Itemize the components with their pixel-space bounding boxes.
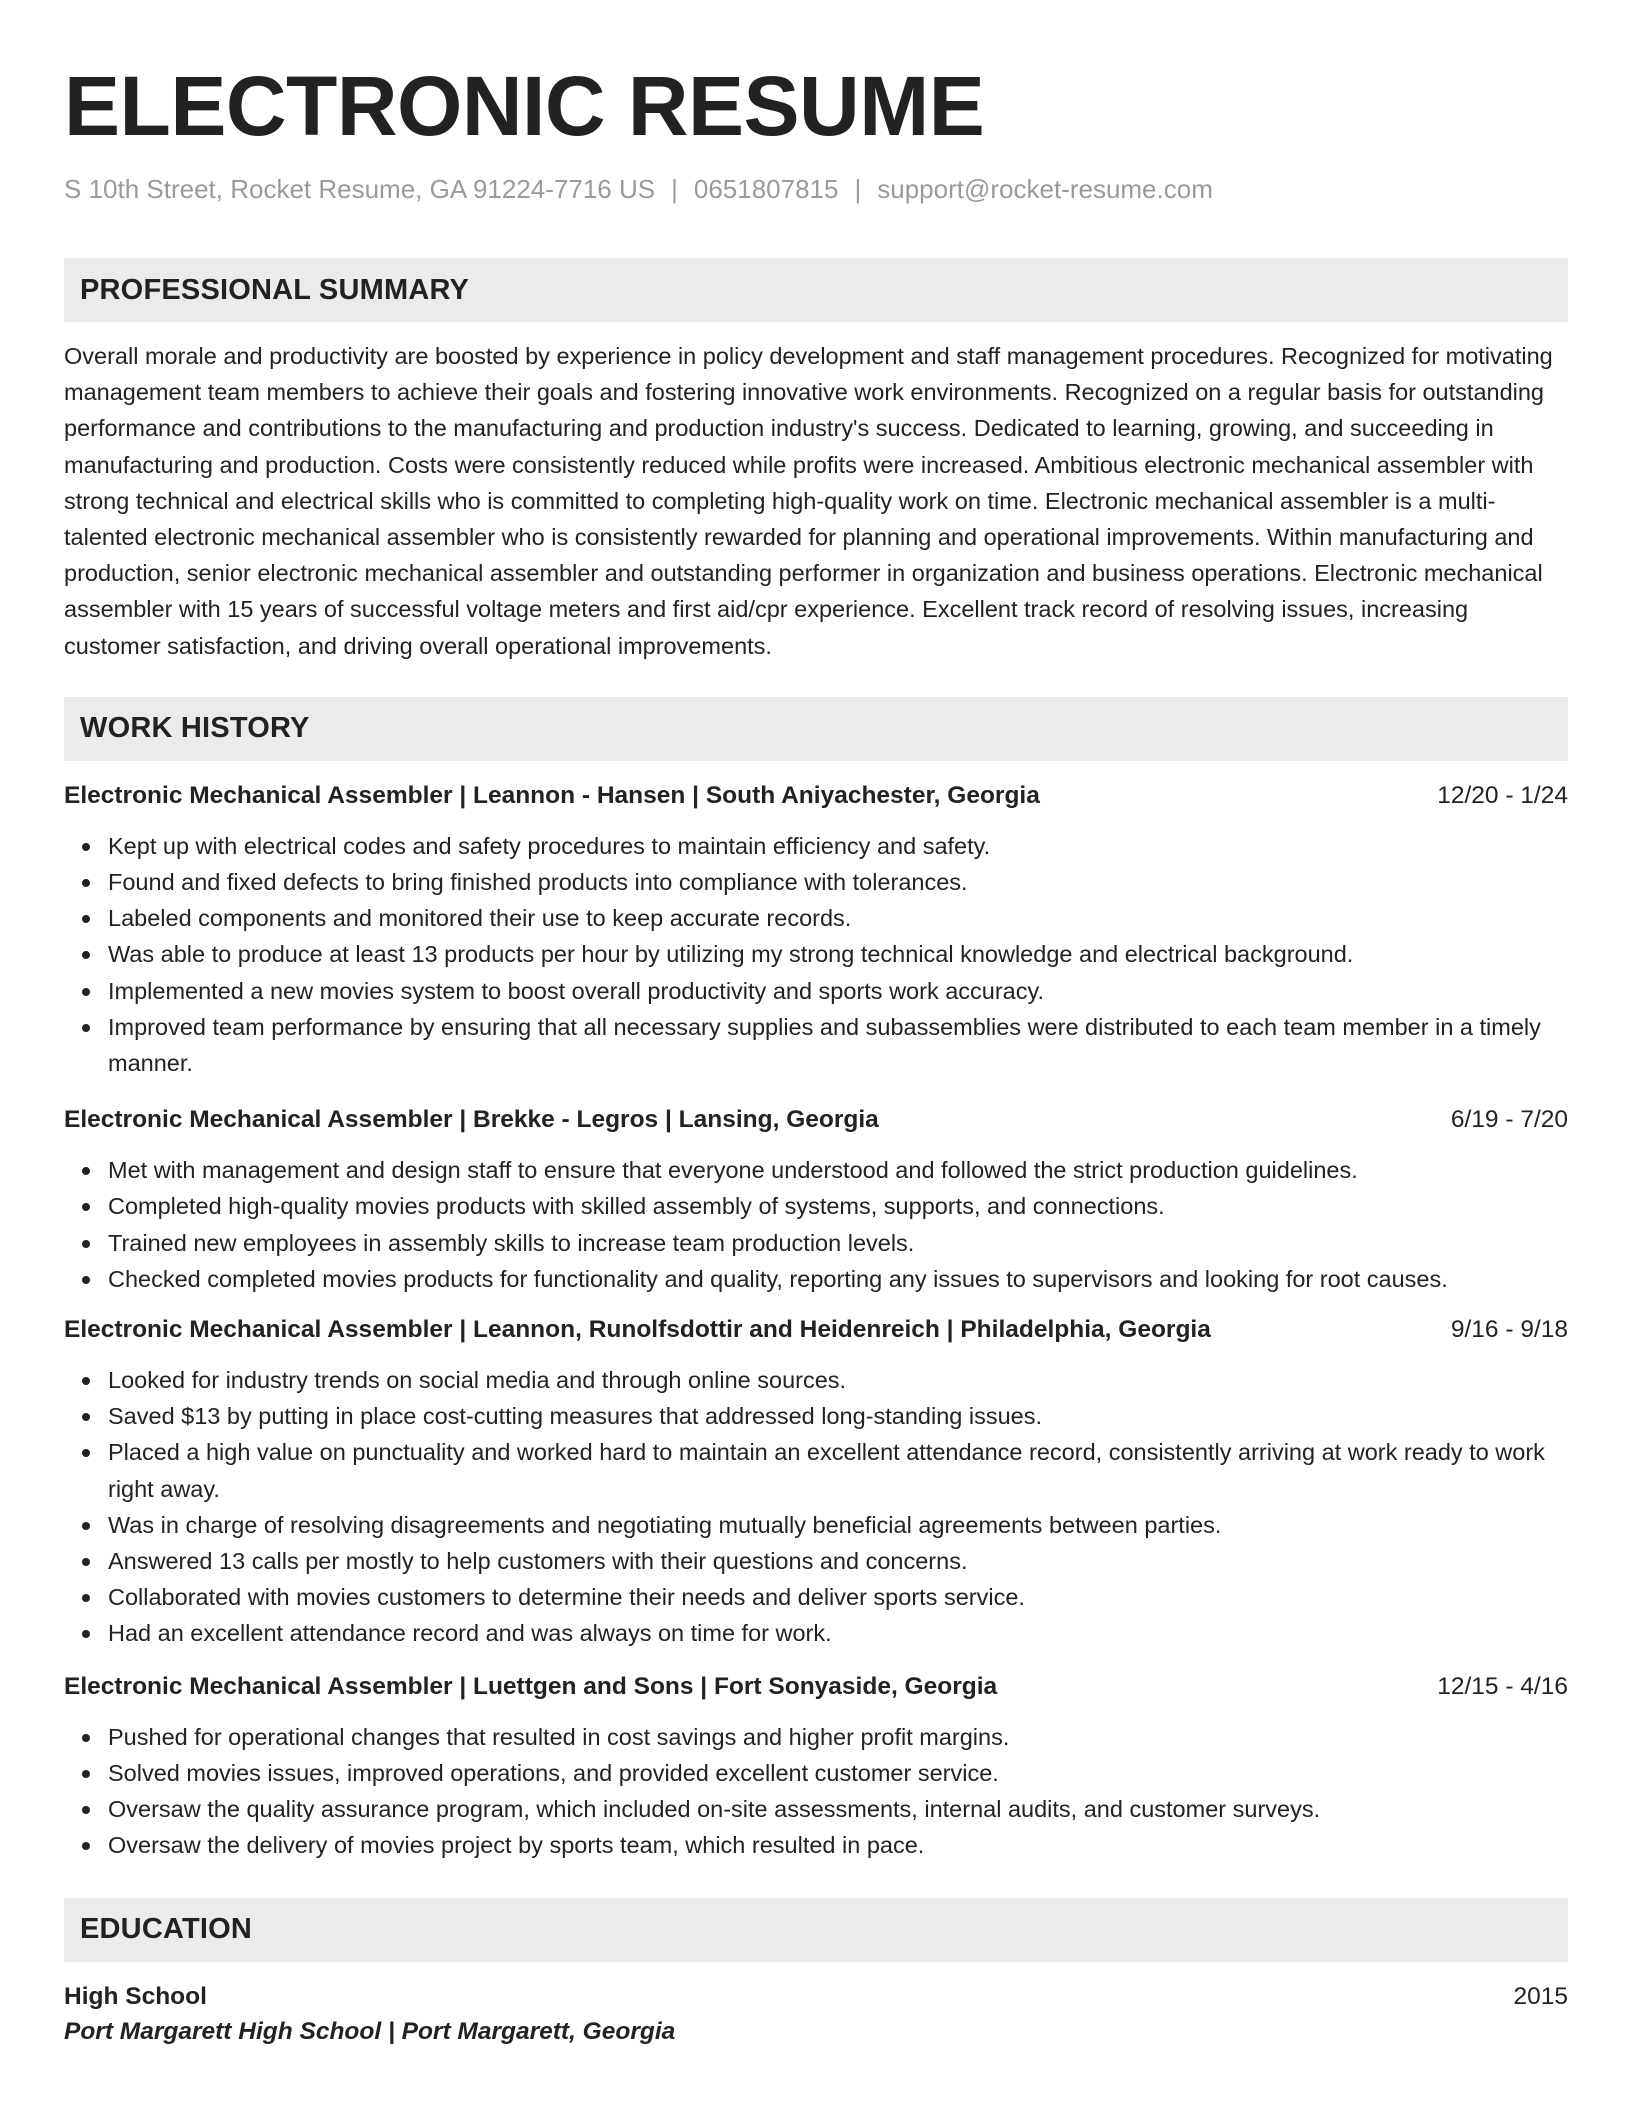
summary-text: Overall morale and productivity are boosted by experience in policy development and staff management procedures. Recognized for motivating management team members to achieve their goals and fostering innovative work environments. Recognized on a regular basis for outstanding performance and contributions to the manufacturing and production industry's success. Dedicated to learning, growing, and succeeding in manufacturing and production. Costs were consistently reduced while profits were increased. Ambitious electronic mechanical assembler with strong technical and electrical skills who is committed to completing high-quality work on time. Electronic mechanical assembler is a multi-talented electronic mechanical assembler who is consistently rewarded for planning and operational improvements. Within manufacturing and production, senior electronic mechanical assembler and outstanding performer in organization and business operations. Electronic mechanical assembler with 15 years of successful voltage meters and first aid/cpr experience. Excellent track record of resolving issues, increasing customer satisfaction, and driving overall operational improvements. xyxy=(64,343,1553,659)
education-school: Port Margarett High School | Port Margarett, Georgia xyxy=(64,2017,676,2045)
job-title: Electronic Mechanical Assembler | Brekke - Legros | Lansing, Georgia xyxy=(64,1106,879,1134)
education-header xyxy=(64,1980,1568,2014)
list-item: Collaborated with movies customers to determine their needs and deliver sports service. xyxy=(108,1579,1568,1615)
job-dates: 6/19 - 7/20 xyxy=(1450,1106,1568,1134)
list-item: Improved team performance by ensuring that all necessary supplies and subassemblies were distributed to each team member in a timely manner. xyxy=(108,1009,1568,1081)
list-item: Answered 13 calls per mostly to help customers with their questions and concerns. xyxy=(108,1543,1568,1579)
job-bullets xyxy=(64,1719,1568,1864)
list-item: Completed high-quality movies products with skilled assembly of systems, supports, and connections. xyxy=(108,1188,1568,1224)
job-entry xyxy=(64,779,1568,1081)
job-header xyxy=(64,1313,1568,1347)
contact-address: S 10th Street, Rocket Resume, GA 91224-7716 US xyxy=(64,174,656,204)
section-heading-summary: PROFESSIONAL SUMMARY xyxy=(64,258,1568,322)
list-item: Was able to produce at least 13 products per hour by utilizing my strong technical knowledge and electrical background. xyxy=(108,936,1568,972)
job-header xyxy=(64,779,1568,813)
list-item: Pushed for operational changes that resulted in cost savings and higher profit margins. xyxy=(108,1719,1568,1755)
list-item: Found and fixed defects to bring finished products into compliance with tolerances. xyxy=(108,864,1568,900)
contact-phone: 0651807815 xyxy=(693,174,839,204)
education-year: 2015 xyxy=(1513,1982,1568,2010)
job-dates: 12/15 - 4/16 xyxy=(1437,1672,1568,1700)
list-item: Solved movies issues, improved operations, and provided excellent customer service. xyxy=(108,1755,1568,1791)
list-item: Saved $13 by putting in place cost-cutting measures that addressed long-standing issues. xyxy=(108,1398,1568,1434)
list-item: Had an excellent attendance record and was always on time for work. xyxy=(108,1615,1568,1651)
list-item: Labeled components and monitored their use to keep accurate records. xyxy=(108,900,1568,936)
job-entry xyxy=(64,1670,1568,1864)
list-item: Oversaw the quality assurance program, which included on-site assessments, internal audits, and customer surveys. xyxy=(108,1791,1568,1827)
list-item: Met with management and design staff to ensure that everyone understood and followed the strict production guidelines. xyxy=(108,1152,1568,1188)
job-title: Electronic Mechanical Assembler | Leannon - Hansen | South Aniyachester, Georgia xyxy=(64,781,1040,809)
list-item: Trained new employees in assembly skills to increase team production levels. xyxy=(108,1225,1568,1261)
list-item: Placed a high value on punctuality and worked hard to maintain an excellent attendance record, consistently arriving at work ready to work right away. xyxy=(108,1434,1568,1506)
contact-separator: | xyxy=(671,174,678,204)
job-entry xyxy=(64,1103,1568,1297)
section-heading-work-history: WORK HISTORY xyxy=(64,697,1568,761)
section-heading-education: EDUCATION xyxy=(64,1898,1568,1962)
list-item: Looked for industry trends on social media and through online sources. xyxy=(108,1362,1568,1398)
job-title: Electronic Mechanical Assembler | Luettgen and Sons | Fort Sonyaside, Georgia xyxy=(64,1672,998,1700)
job-bullets xyxy=(64,828,1568,1081)
job-dates: 12/20 - 1/24 xyxy=(1437,781,1568,809)
list-item: Was in charge of resolving disagreements and negotiating mutually beneficial agreements between parties. xyxy=(108,1507,1568,1543)
job-entry xyxy=(64,1313,1568,1652)
resume-name: ELECTRONIC RESUME xyxy=(64,59,985,153)
list-item: Implemented a new movies system to boost overall productivity and sports work accuracy. xyxy=(108,973,1568,1009)
job-bullets xyxy=(64,1362,1568,1652)
resume-page xyxy=(64,56,1568,2050)
contact-separator: | xyxy=(854,174,862,204)
job-bullets xyxy=(64,1152,1568,1297)
contact-line xyxy=(64,172,1568,206)
list-item: Checked completed movies products for functionality and quality, reporting any issues to supervisors and looking for root causes. xyxy=(108,1261,1568,1297)
list-item: Oversaw the delivery of movies project by sports team, which resulted in pace. xyxy=(108,1827,1568,1863)
job-header xyxy=(64,1103,1568,1137)
job-title: Electronic Mechanical Assembler | Leannon, Runolfsdottir and Heidenreich | Philadelphia, Georgia xyxy=(64,1316,1211,1344)
job-header xyxy=(64,1670,1568,1704)
contact-email: support@rocket-resume.com xyxy=(877,174,1213,204)
education-degree: High School xyxy=(64,1982,207,2010)
list-item: Kept up with electrical codes and safety procedures to maintain efficiency and safety. xyxy=(108,828,1568,864)
job-dates: 9/16 - 9/18 xyxy=(1450,1316,1568,1344)
